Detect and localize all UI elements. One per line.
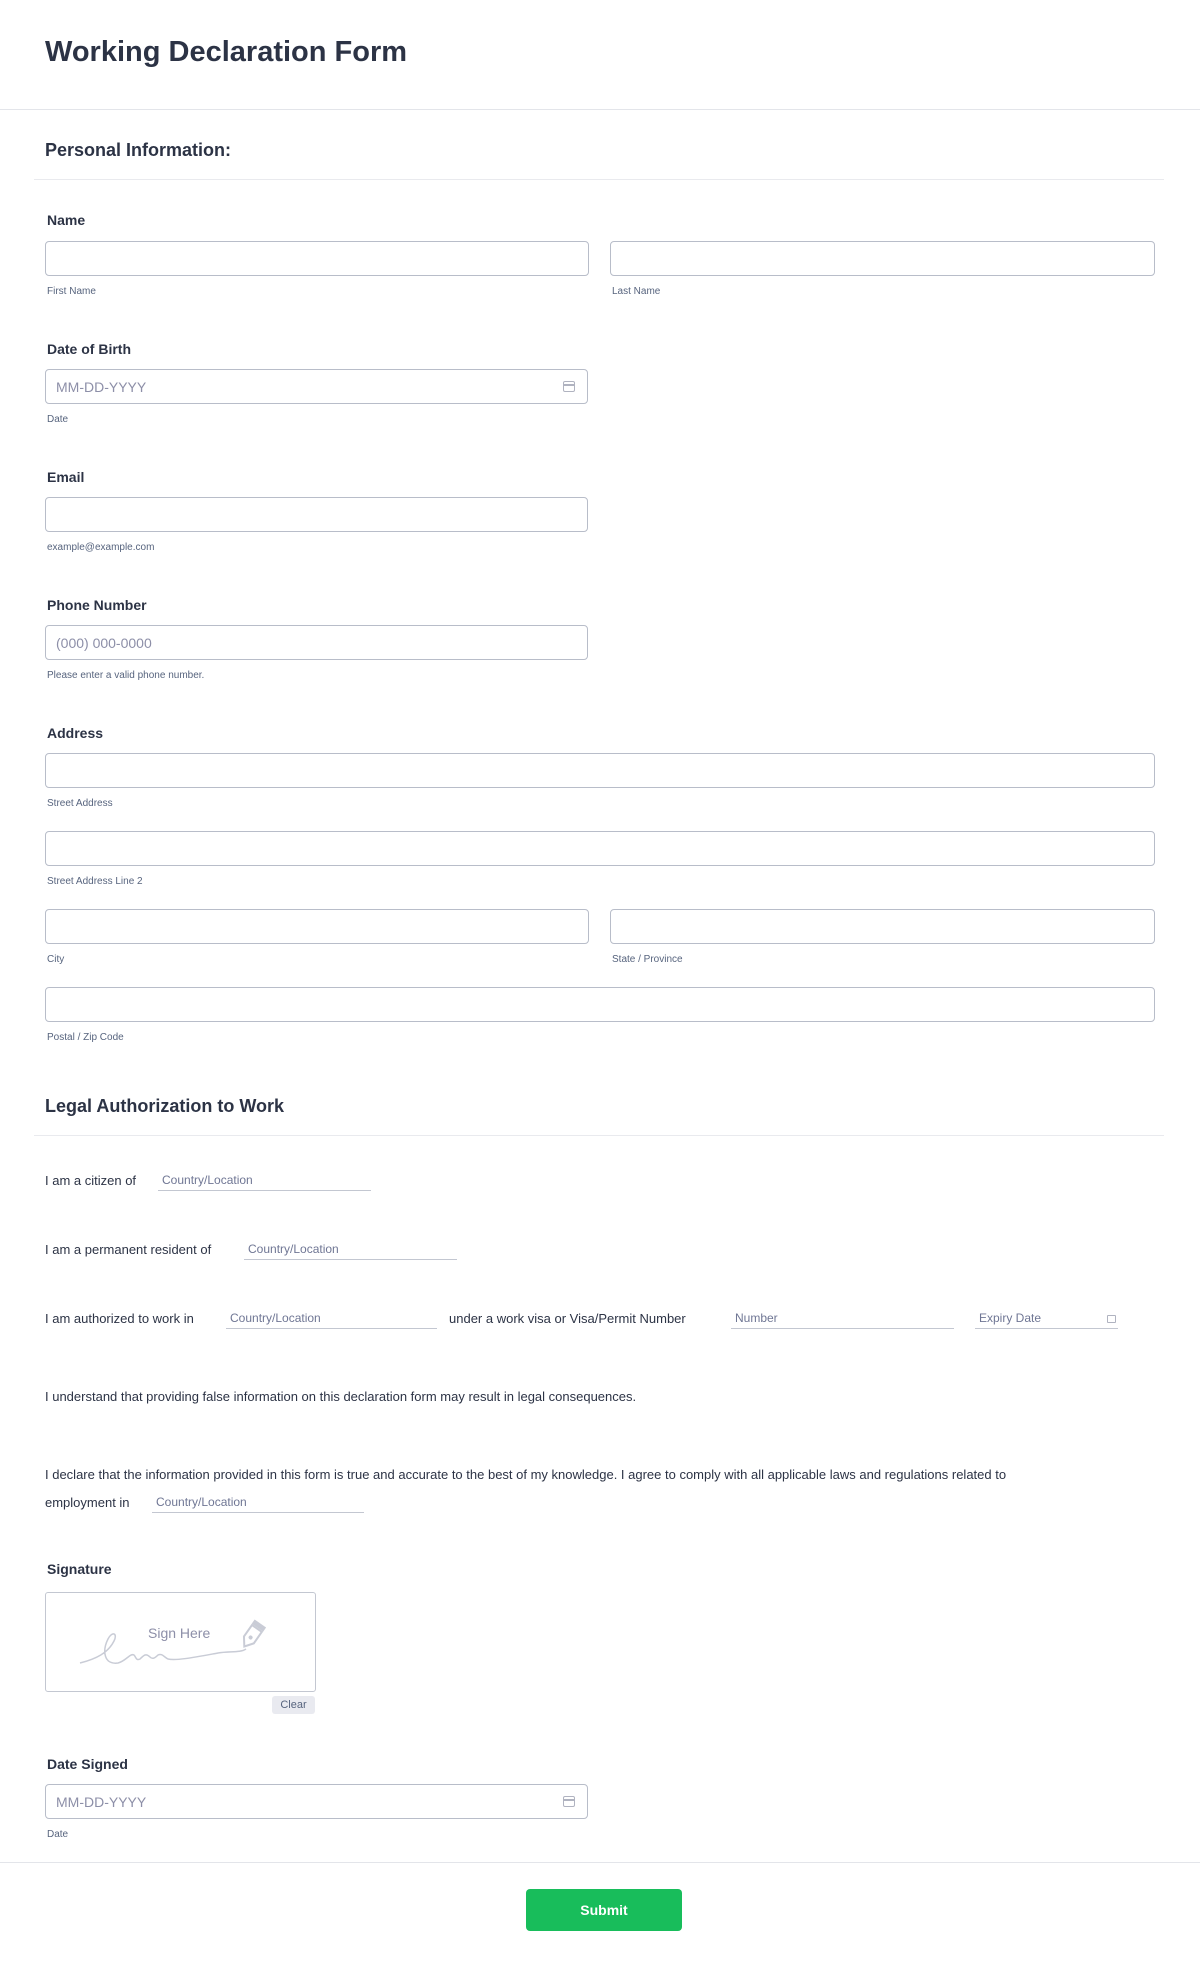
section-title-legal: Legal Authorization to Work [45,1096,284,1116]
date-signed-input[interactable] [45,1784,588,1819]
expiry-date-field[interactable] [975,1309,1118,1329]
visa-number-placeholder: Number [735,1311,778,1325]
resident-country-field[interactable] [244,1240,457,1260]
citizen-country-field[interactable] [158,1171,371,1191]
dob-label: Date of Birth [47,341,131,357]
calendar-icon[interactable] [563,381,575,392]
name-label: Name [47,212,86,228]
pen-icon [239,1620,267,1651]
state-sublabel: State / Province [612,954,683,965]
email-label: Email [47,469,85,485]
signature-pad[interactable] [45,1592,316,1692]
street-address-line2-input[interactable] [45,831,1155,866]
date-signed-placeholder: MM-DD-YYYY [56,1794,147,1810]
address-label: Address [47,725,104,741]
dob-placeholder: MM-DD-YYYY [56,379,147,395]
last-name-sublabel: Last Name [612,286,661,297]
employment-country-field[interactable] [152,1493,364,1513]
date-signed-sublabel: Date [47,1829,69,1840]
sign-here-text: Sign Here [148,1625,211,1641]
street-address-line2-sublabel: Street Address Line 2 [47,876,143,887]
authorized-country-field[interactable] [226,1309,437,1329]
section-title-personal: Personal Information: [45,140,232,160]
signature-scribble-icon [46,1593,317,1693]
understand-text: I understand that providing false information on this declaration form may result in legal consequences. [45,1389,637,1404]
employment-country-placeholder: Country/Location [156,1495,247,1509]
last-name-input[interactable] [610,241,1155,276]
resident-text: I am a permanent resident of [45,1242,212,1257]
clear-signature-button[interactable]: Clear [272,1696,315,1714]
declare-text-line2: employment in [45,1495,130,1510]
submit-button[interactable]: Submit [526,1889,682,1931]
date-signed-label: Date Signed [47,1756,128,1772]
street-address-sublabel: Street Address [47,798,113,809]
citizen-text: I am a citizen of [45,1173,137,1188]
signature-label: Signature [47,1561,112,1577]
authorized-country-placeholder: Country/Location [230,1311,321,1325]
phone-input[interactable] [45,625,588,660]
section-divider [34,1135,1164,1136]
city-input[interactable] [45,909,589,944]
phone-label: Phone Number [47,597,147,613]
city-sublabel: City [47,954,65,965]
first-name-sublabel: First Name [47,286,96,297]
state-input[interactable] [610,909,1155,944]
dob-input[interactable] [45,369,588,404]
declare-text-line1: I declare that the information provided in this form is true and accurate to the best of my knowledge. I agree to comply with all applicable laws and regulations related to [45,1467,1007,1482]
form-title: Working Declaration Form [45,36,408,68]
expiry-date-placeholder: Expiry Date [979,1311,1042,1325]
section-divider [34,179,1164,180]
calendar-icon[interactable] [563,1796,575,1807]
authorized-text: I am authorized to work in [45,1311,194,1326]
visa-text: under a work visa or Visa/Permit Number [449,1311,686,1326]
dob-sublabel: Date [47,414,69,425]
calendar-icon[interactable] [1107,1315,1116,1323]
resident-country-placeholder: Country/Location [248,1242,339,1256]
email-sublabel: example@example.com [47,542,155,553]
citizen-country-placeholder: Country/Location [162,1173,253,1187]
visa-number-field[interactable] [731,1309,954,1329]
phone-sublabel: Please enter a valid phone number. [47,670,205,681]
postal-code-input[interactable] [45,987,1155,1022]
postal-code-sublabel: Postal / Zip Code [47,1032,124,1043]
email-input[interactable] [45,497,588,532]
first-name-input[interactable] [45,241,589,276]
form-header [0,0,1200,110]
phone-placeholder: (000) 000-0000 [56,635,152,651]
street-address-input[interactable] [45,753,1155,788]
